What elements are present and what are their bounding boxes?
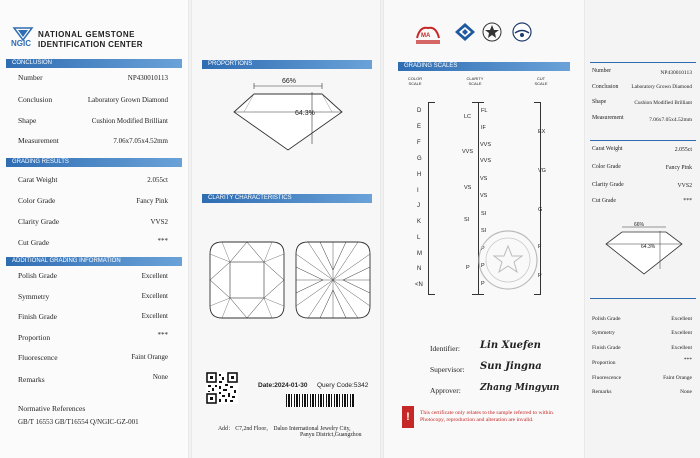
clarity-group: SI: [464, 217, 470, 223]
additional-value: Excellent: [141, 292, 168, 300]
conclusion-label: Number: [18, 73, 43, 82]
table-percentage: 66%: [282, 78, 297, 85]
summary-grade-label: Clarity Grade: [592, 182, 624, 188]
clarity-grade: FL: [481, 108, 488, 114]
identifier-label: Identifier:: [430, 344, 460, 353]
additional-value: Excellent: [141, 272, 168, 280]
summary-table-percentage: 66%: [634, 222, 645, 228]
watermark-seal-icon: [476, 228, 540, 292]
summary-extra-value: Excellent: [671, 330, 692, 336]
cma-logo-icon: [414, 24, 442, 46]
disclaimer-text: This certificate only relates to the sample referred to within. Photocopy, reproduction and alteration are invalid.: [420, 410, 555, 424]
clarity-group: VS: [464, 185, 472, 191]
cut-grade: VG: [538, 168, 546, 174]
color-grade: J: [417, 203, 420, 209]
summary-value: 7.06x7.05x4.52mm: [649, 117, 692, 123]
color-grade: H: [417, 172, 422, 178]
additional-label: Proportion: [18, 333, 51, 342]
summary-depth-percentage: 64.3%: [641, 244, 656, 250]
grade-value: ***: [157, 237, 168, 245]
clarity-group: LC: [464, 114, 472, 120]
summary-grade-label: Color Grade: [592, 164, 621, 170]
color-grade: K: [417, 219, 422, 225]
clarity-grade: IF: [481, 125, 486, 131]
summary-grade-value: 2.055ct: [674, 147, 692, 153]
clarity-grade: VVS: [480, 158, 492, 164]
clarity-group: P: [466, 265, 470, 271]
summary-extra-label: Proportion: [592, 360, 616, 366]
grade-value: Fancy Pink: [136, 197, 168, 205]
additional-value: ***: [157, 331, 168, 339]
clarity-grade: VVS: [480, 142, 492, 148]
grade-label: Color Grade: [18, 196, 56, 205]
summary-grade-value: ***: [683, 198, 692, 204]
summary-extra-value: Excellent: [671, 316, 692, 322]
left-panel: [0, 0, 188, 458]
clarity-group: VVS: [462, 149, 474, 155]
color-grade: G: [417, 156, 422, 162]
gem-logo-icon: [454, 22, 476, 42]
summary-grade-value: Fancy Pink: [665, 165, 692, 171]
supervisor-label: Supervisor:: [430, 365, 465, 374]
summary-extra-value: ***: [683, 357, 692, 363]
color-grade: N: [417, 266, 422, 272]
barcode-icon: [286, 394, 354, 407]
color-grade: F: [417, 140, 421, 146]
proportion-diagram: [222, 78, 352, 158]
color-grade: E: [417, 124, 422, 130]
additional-label: Remarks: [18, 375, 45, 384]
conclusion-label: Measurement: [18, 136, 59, 145]
cut-grade: P: [538, 273, 542, 279]
summary-label: Number: [592, 68, 611, 74]
approver-signature: Zhang Mingyun: [480, 383, 560, 393]
summary-extra-label: Symmetry: [592, 330, 615, 336]
clarity-grade: P: [481, 281, 485, 287]
summary-panel: [586, 0, 700, 458]
summary-extra-label: Polish Grade: [592, 316, 621, 322]
summary-grade-label: Cut Grade: [592, 198, 616, 204]
conclusion-header: CONCLUSION: [6, 59, 182, 68]
crown-plot-diagram: [208, 240, 286, 320]
references-title: Normative References: [18, 404, 86, 413]
cut-grade: F: [538, 244, 542, 250]
middle-panel: [192, 0, 380, 458]
summary-grade-value: VVS2: [677, 183, 692, 189]
conclusion-value: 7.06x7.05x4.52mm: [113, 137, 168, 145]
report-date: Date:2024-01-30: [258, 382, 308, 389]
identifier-signature: Lin Xuefen: [480, 340, 541, 351]
summary-extra-label: Remarks: [592, 389, 612, 395]
grading-results-header: GRADING RESULTS: [6, 158, 182, 167]
query-code: Query Code:5342: [317, 382, 369, 389]
clarity-grade: SI: [481, 228, 487, 234]
address-line-2: Panyu District,Guangzhou: [300, 432, 362, 438]
additional-label: Fluorescence: [18, 353, 58, 362]
summary-extra-label: Finish Grade: [592, 345, 621, 351]
summary-extra-value: None: [680, 389, 692, 395]
summary-extra-label: Fluorescence: [592, 375, 622, 381]
grade-label: Carat Weight: [18, 175, 58, 184]
scales-panel: [384, 0, 584, 458]
summary-value: Laboratory Grown Diamond: [631, 84, 692, 90]
logo-text: NGIC: [11, 39, 31, 48]
conclusion-value: NP430010113: [127, 74, 168, 82]
pavilion-plot-diagram: [294, 240, 372, 320]
org-name: NATIONAL GEMSTONE: [38, 30, 135, 39]
additional-label: Finish Grade: [18, 312, 57, 321]
clarity-grade: VS: [480, 193, 488, 199]
clarity-grade: P: [481, 263, 485, 269]
clarity-grade: SI: [481, 211, 487, 217]
color-grade: M: [417, 251, 422, 257]
address-line-1: Add： C7,2nd Floor， Daluo International Jewelry City,: [218, 426, 351, 432]
summary-label: Shape: [592, 99, 607, 105]
cut-grade: EX: [538, 129, 546, 135]
references-text: GB/T 16553 GB/T16554 Q/NGIC-GZ-001: [18, 418, 139, 426]
clarity-scale-header: CLARITY SCALE: [466, 76, 484, 86]
grade-value: VVS2: [150, 218, 168, 226]
conclusion-label: Shape: [18, 116, 37, 125]
color-grade: L: [417, 235, 421, 241]
approver-label: Approver:: [430, 386, 461, 395]
grading-scales-header: GRADING SCALES: [398, 62, 570, 71]
warning-icon: !: [402, 406, 414, 428]
additional-label: Symmetry: [18, 292, 50, 301]
summary-extra-value: Faint Orange: [663, 375, 692, 381]
org-subtitle: IDENTIFICATION CENTER: [38, 40, 143, 49]
color-grade: D: [417, 108, 422, 114]
summary-proportion-diagram: [598, 222, 690, 278]
color-grade: I: [417, 188, 419, 194]
clarity-characteristics-header: CLARITY CHARACTERISTICS: [202, 194, 372, 203]
conclusion-label: Conclusion: [18, 95, 53, 104]
summary-extra-value: Excellent: [671, 345, 692, 351]
summary-value: Cushion Modified Brilliant: [634, 100, 692, 106]
cut-scale-header: CUT SCALE: [534, 76, 548, 86]
star-seal-icon: [482, 22, 502, 42]
cut-grade: G: [538, 207, 543, 213]
additional-info-header: ADDITIONAL GRADING INFORMATION: [6, 257, 182, 266]
additional-label: Polish Grade: [18, 271, 57, 280]
summary-grade-label: Carat Weight: [592, 146, 623, 152]
supervisor-signature: Sun Jingna: [480, 361, 542, 372]
clarity-grade: P: [481, 246, 485, 252]
grade-label: Clarity Grade: [18, 217, 60, 226]
additional-value: Faint Orange: [131, 353, 168, 361]
proportions-header: PROPORTIONS: [202, 60, 372, 69]
conclusion-value: Laboratory Grown Diamond: [87, 96, 168, 104]
ilac-seal-icon: [512, 22, 532, 42]
svg-text:MA: MA: [421, 33, 431, 39]
grade-label: Cut Grade: [18, 238, 50, 247]
grade-value: 2.055ct: [147, 176, 168, 184]
summary-label: Conclusion: [592, 84, 619, 90]
conclusion-value: Cushion Modified Brilliant: [91, 117, 168, 125]
color-scale-header: COLOR SCALE: [407, 76, 423, 86]
additional-value: Excellent: [141, 312, 168, 320]
summary-label: Measurement: [592, 115, 624, 121]
color-grade: <N: [415, 282, 423, 288]
depth-percentage: 64.3%: [295, 110, 315, 117]
additional-value: None: [152, 373, 168, 381]
qr-code-icon: [206, 372, 238, 404]
clarity-grade: VS: [480, 176, 488, 182]
summary-value: NP430010113: [660, 70, 692, 76]
